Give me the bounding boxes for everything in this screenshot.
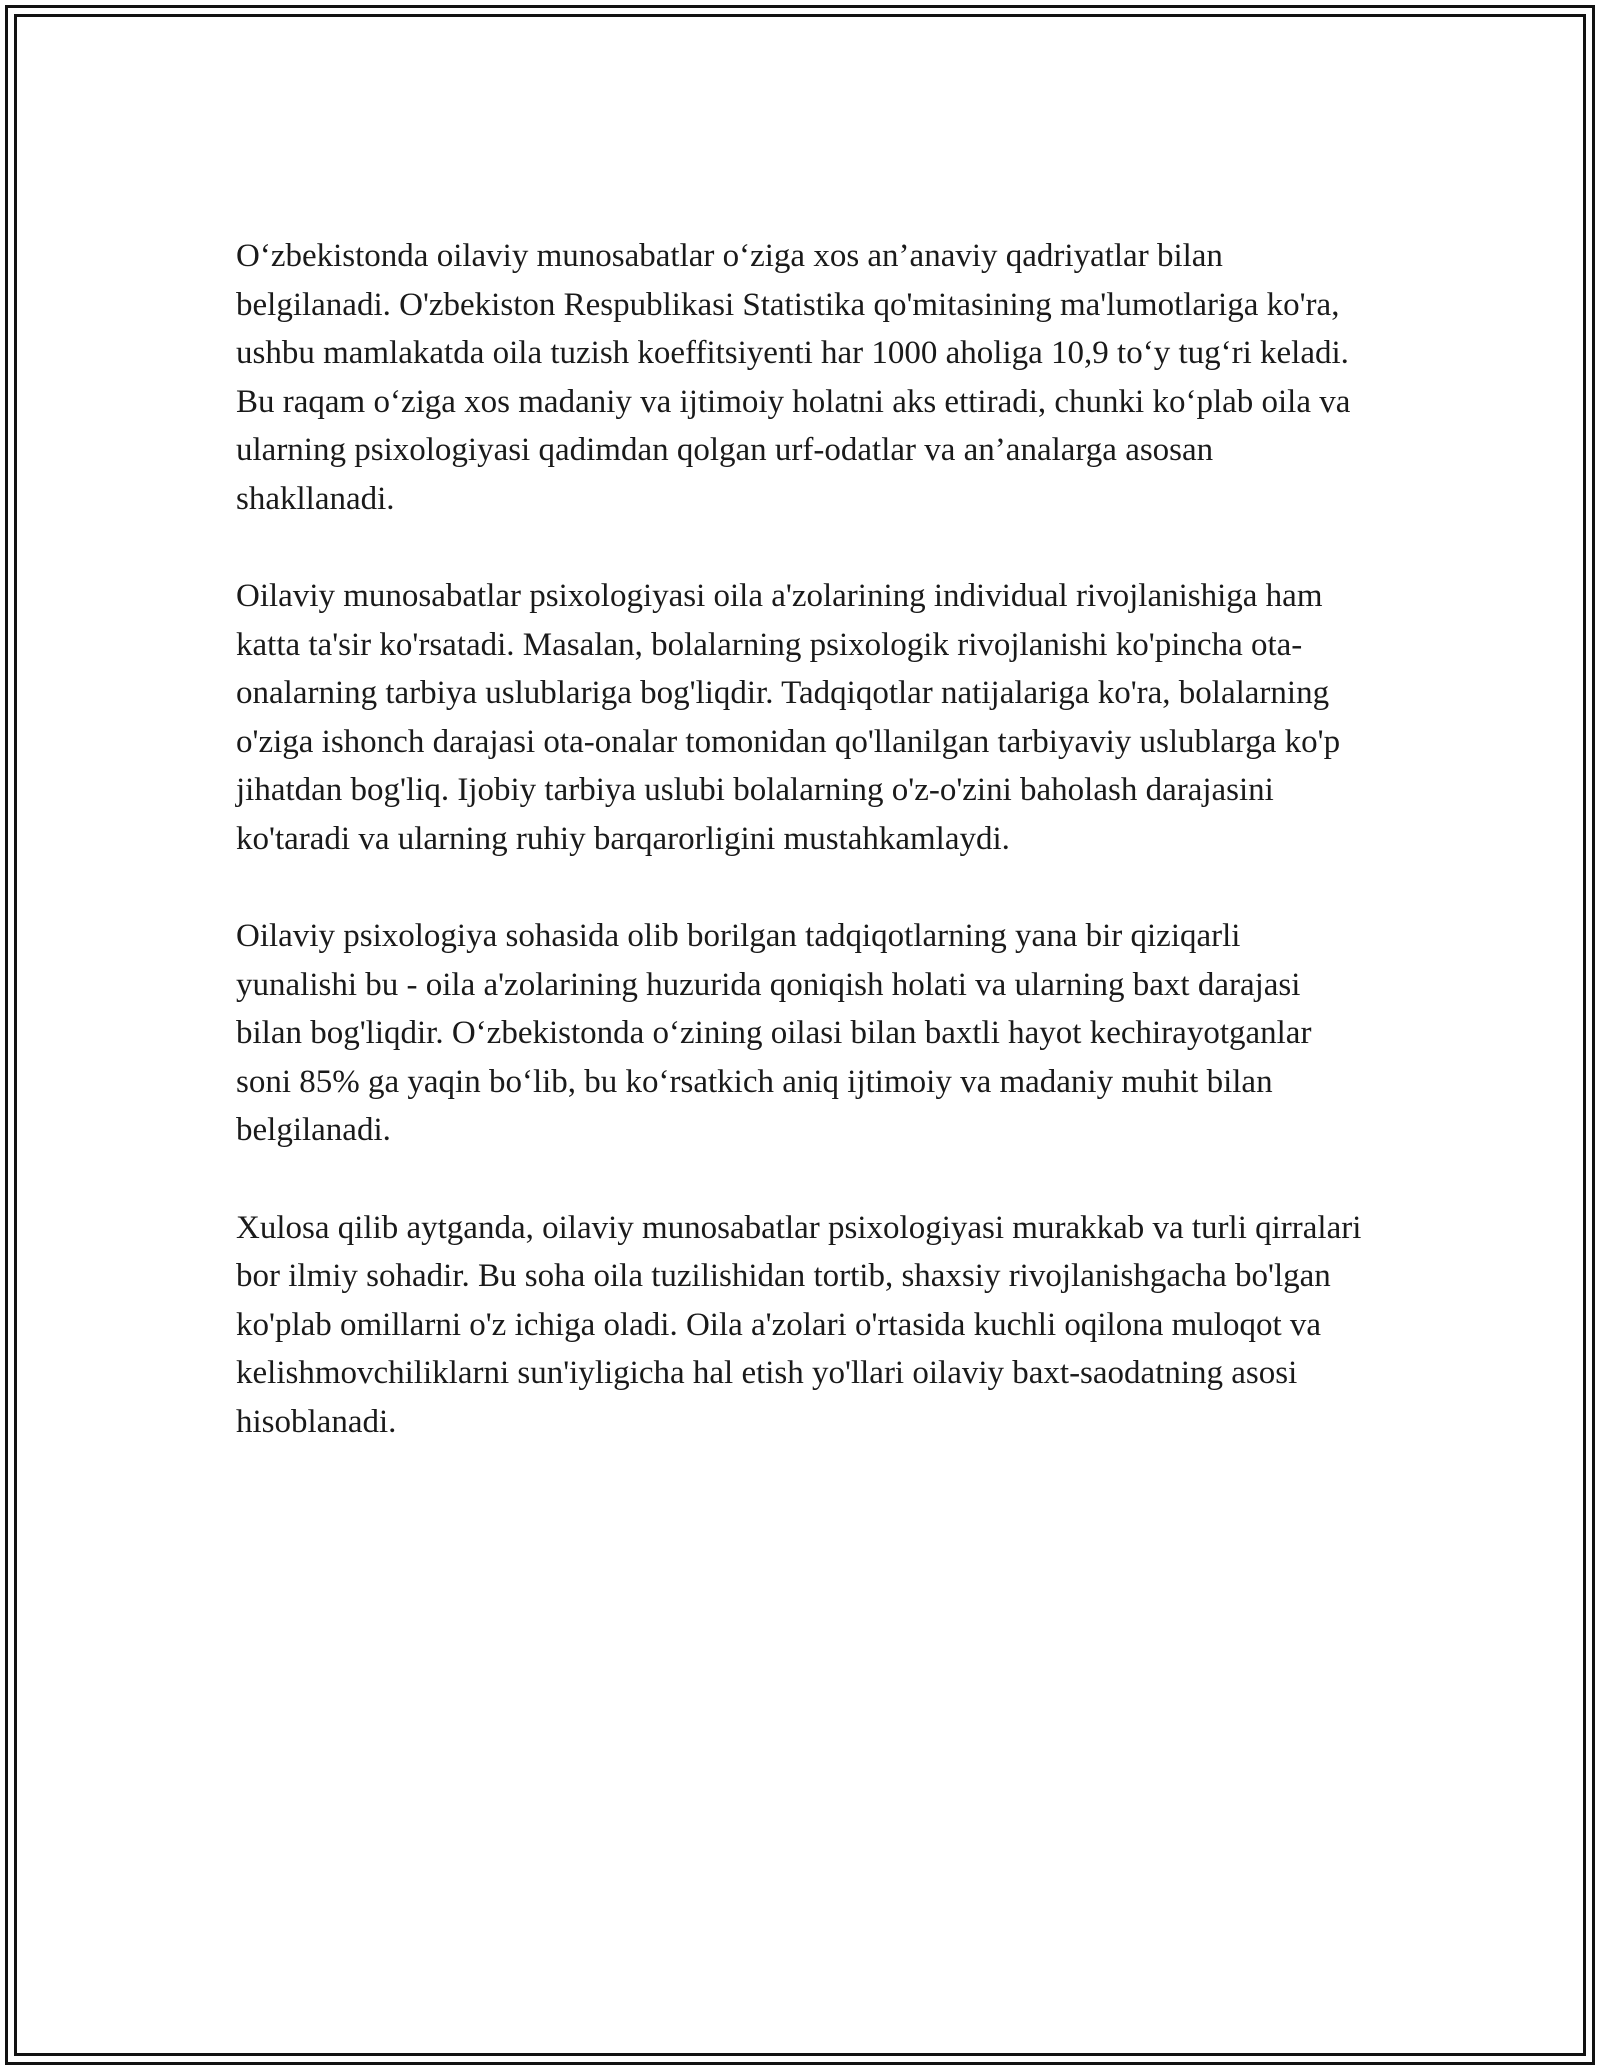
paragraph-3: Oilaviy psixologiya sohasida olib borilgan tadqiqotlarning yana bir qiziqarli yunalishi bu - oila a'zolarining huzurida qoniqish holati va ularning baxt darajasi bilan bog'liqdir. O‘zbekistonda o‘zining oilasi bilan baxtli hayot kechirayotganlar soni 85% ga yaqin bo‘lib, bu ko‘rsatkich aniq ijtimoiy va madaniy muhit bilan belgilanadi. <box>236 918 1312 1148</box>
paragraph-4: Xulosa qilib aytganda, oilaviy munosabatlar psixologiyasi murakkab va turli qirralari bor ilmiy sohadir. Bu soha oila tuzilishidan tortib, shaxsiy rivojlanishgacha bo'lgan ko'plab omillarni o'z ichiga oladi. Oila a'zolari o'rtasida kuchli oqilona muloqot va kelishmovchiliklarni sun'iyligicha hal etish yo'llari oilaviy baxt-saodatning asosi hisoblanadi. <box>236 1209 1362 1440</box>
paragraph-1: O‘zbekistonda oilaviy munosabatlar o‘ziga xos an’anaviy qadriyatlar bilan belgilanadi. O'zbekiston Respublikasi Statistika qo'mitasining ma'lumotlariga ko'ra, ushbu mamlakatda oila tuzish koeffitsiyenti har 1000 aholiga 10,9 to‘y tug‘ri keladi. Bu raqam o‘ziga xos madaniy va ijtimoiy holatni aks ettiradi, chunki ko‘plab oila va ularning psixologiyasi qadimdan qolgan urf-odatlar va an’analarga asosan shakllanadi. <box>236 238 1351 517</box>
document-body <box>236 232 1366 1495</box>
paragraph-2: Oilaviy munosabatlar psixologiyasi oila a'zolarining individual rivojlanishiga ham katta ta'sir ko'rsatadi. Masalan, bolalarning psixologik rivojlanishi ko'pincha ota-onalarning tarbiya uslublariga bog'liqdir. Tadqiqotlar natijalariga ko'ra, bolalarning o'ziga ishonch darajasi ota-onalar tomonidan qo'llanilgan tarbiyaviy uslublarga ko'p jihatdan bog'liq. Ijobiy tarbiya uslubi bolalarning o'z-o'zini baholash darajasini ko'taradi va ularning ruhiy barqarorligini mustahkamlaydi. <box>236 578 1341 857</box>
